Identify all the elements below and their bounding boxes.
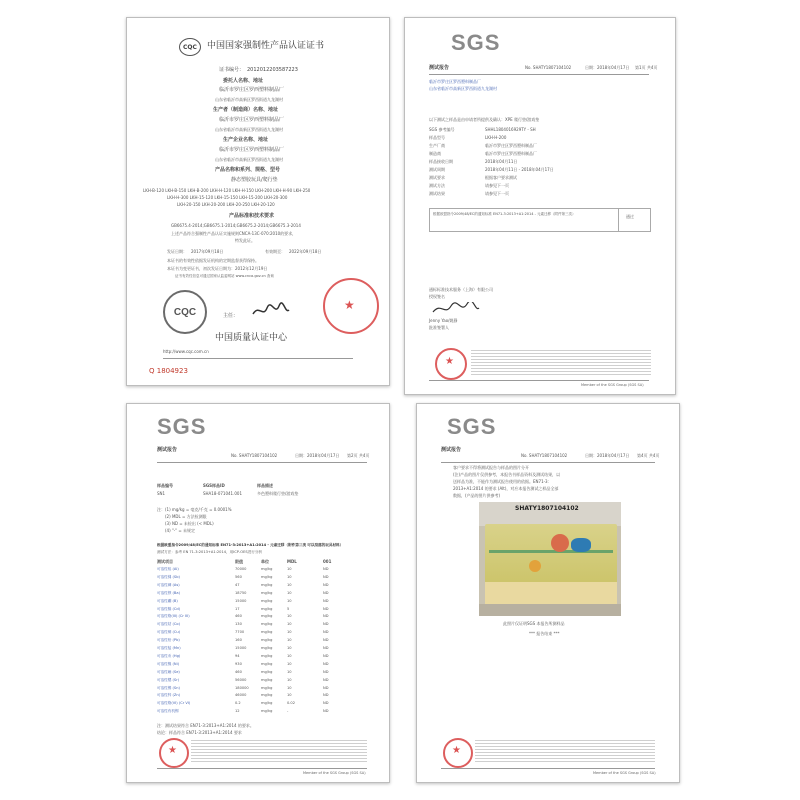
table-header-cell: MDL xyxy=(287,559,297,564)
result-table xyxy=(429,208,651,232)
sample-photo xyxy=(479,502,621,616)
table-cell: 10 xyxy=(287,661,292,666)
table-cell: 10 xyxy=(287,614,292,619)
table-row-label: 可溶性钡 (Ba) xyxy=(157,590,180,595)
applicant-addr: 山东省临沂市高新区罗西街道九龙湖村 xyxy=(215,97,283,102)
table-cell: mg/kg xyxy=(261,653,273,658)
table-cell: 10 xyxy=(287,677,292,682)
table-cell: mg/kg xyxy=(261,582,273,587)
table-row-label: 可溶性镍 (Ni) xyxy=(157,661,180,666)
footer-rule xyxy=(429,380,649,381)
table-row-label: 可溶性锑 (Sb) xyxy=(157,574,180,579)
table-cell: mg/kg xyxy=(261,685,273,690)
table-cell: 560 xyxy=(235,574,242,579)
sgs-report-page-1 xyxy=(404,17,676,395)
table-cell: mg/kg xyxy=(261,661,273,666)
table-cell: ND xyxy=(323,622,329,627)
report-pages: 第4页 共4页 xyxy=(637,453,660,458)
applicant-label: 委托人名称、地址 xyxy=(223,78,264,84)
official-seal-icon: ★ xyxy=(323,278,379,334)
table-row-label: 可溶性有机锡 xyxy=(157,709,179,714)
table-row-label: 可溶性锡 (Sn) xyxy=(157,685,180,690)
producer-name: 临沂市罗庄区罗西塑料制品厂 xyxy=(219,117,285,123)
sgs-report-page-2 xyxy=(126,403,390,783)
model-line-3: LKH-20-150 LKH-20-200 LKH-20-250 LKH-20-120 xyxy=(177,202,275,207)
sgs-logo: SGS xyxy=(157,414,207,439)
report-footer: Member of the SGS Group (SGS SA) xyxy=(581,383,644,387)
issue-date: 2017年09月18日 xyxy=(191,249,224,254)
info-label: 样品型号 xyxy=(429,135,445,140)
cqc-logo-icon xyxy=(163,290,207,334)
product-name: 静态塑胶玩具/爬行垫 xyxy=(231,177,278,183)
photo-text-5: 数据，(产品的图片供参考) xyxy=(453,493,501,498)
table-row-label: 可溶性钴 (Co) xyxy=(157,622,181,627)
client-addr: 山东省临沂市高新区罗西街道九龙湖村 xyxy=(429,86,497,91)
info-value: 请参见下一页 xyxy=(485,183,509,188)
producer-addr: 山东省临沂市高新区罗西街道九龙湖村 xyxy=(215,127,283,132)
table-row-label: 可溶性铝 (Al) xyxy=(157,567,179,571)
report-title: 测试报告 xyxy=(429,65,450,71)
method-text: 测试方法：参考 EN 71-3:2013+A1:2014，用ICP-OES进行分析 xyxy=(157,550,263,554)
director-signature-icon xyxy=(251,302,291,320)
table-cell: ND xyxy=(323,614,329,619)
standards-label: 产品标准和技术要求 xyxy=(229,213,275,219)
table-row-label: 可溶性汞 (Hg) xyxy=(157,653,181,658)
cert-no: 2012012203587223 xyxy=(247,67,298,73)
table-cell: 10 xyxy=(287,598,292,603)
table-cell: 460 xyxy=(235,669,242,674)
photo-text-2: (注)产品的图片仅供参考，本报告书样品资料及测试结果，以 xyxy=(453,472,561,477)
info-label: 测试周期 xyxy=(429,167,445,172)
table-cell: 17 xyxy=(235,606,240,611)
sgs-seal-icon: ★ xyxy=(443,738,473,768)
report-date: 日期：2018年04月17日 xyxy=(585,65,630,70)
photo-caption: 此照片仅证明SGS 本报告所测样品 xyxy=(503,621,565,626)
table-cell: 10 xyxy=(287,630,292,635)
client-name: 临沂市罗庄区罗西塑料制品厂 xyxy=(429,79,481,84)
table-cell: mg/kg xyxy=(261,606,273,611)
info-label: 测试结果 xyxy=(429,191,445,196)
factory-addr: 山东省临沂市高新区罗西街道九龙湖村 xyxy=(215,157,283,162)
report-date: 日期：2018年04月17日 xyxy=(295,453,340,458)
info-value: 临沂市罗庄区罗西塑料制品厂 xyxy=(485,151,537,156)
table-cell: 0.2 xyxy=(235,701,241,706)
company-sign-label: 授权签名 xyxy=(429,294,445,299)
header-rule xyxy=(429,74,649,75)
factory-name: 临沂市罗庄区罗西塑料制品厂 xyxy=(219,147,285,153)
cert-serial: Q 1804923 xyxy=(149,367,188,375)
info-label: 样品接收日期 xyxy=(429,159,453,164)
signer-title: 批准签署人 xyxy=(429,325,449,330)
report-footer: Member of the SGS Group (SGS SA) xyxy=(593,771,656,775)
info-value: LKH-H-200 xyxy=(485,135,507,140)
table-cell: mg/kg xyxy=(261,638,273,643)
table-cell: mg/kg xyxy=(261,574,273,579)
applicant-name: 临沂市罗庄区罗西塑料制品厂 xyxy=(219,87,285,93)
header-rule xyxy=(441,462,655,463)
table-header-cell: 单位 xyxy=(261,559,269,564)
cert-no-label: 证书编号： xyxy=(219,67,245,73)
table-cell: mg/kg xyxy=(261,669,273,674)
info-value: 2018年04月11日 - 2018年04月17日 xyxy=(485,167,554,172)
photo-label: SHATY1807104102 xyxy=(515,505,579,512)
standards: GB6675.4-2014;GB6675.1-2014;GB6675.2-2014;GB6675.3-2014 xyxy=(171,223,301,228)
table-header-cell: 测试项目 xyxy=(157,559,173,564)
table-cell: 10 xyxy=(287,653,292,658)
info-label: 测试方法 xyxy=(429,183,445,188)
table-cell: 160 xyxy=(235,638,242,643)
cqc-website: http://www.cqc.com.cn xyxy=(163,349,209,354)
report-no: No. SHATY1807104102 xyxy=(521,453,568,458)
sample-cell-2: SHA18-071041.001 xyxy=(203,491,242,496)
table-cell: ND xyxy=(323,574,329,579)
photo-text-4: 2013+A1:2014 的要求 (Alt)，对应本报告测试之样品全部 xyxy=(453,486,559,491)
table-cell: ND xyxy=(323,606,329,611)
table-row-label: 可溶性镉 (Cd) xyxy=(157,606,181,611)
table-cell: mg/kg xyxy=(261,630,273,635)
signature-icon xyxy=(431,302,481,318)
model-line-1: LKH-B-120 LKH-B-150 LKH-B-200 LKH-H-120 LKH-H-150 LKH-200 LKH-H-90 LKH-250 xyxy=(143,188,311,193)
table-cell: 10 xyxy=(287,693,292,698)
table-cell: 180000 xyxy=(235,685,249,690)
table-cell: 930 xyxy=(235,661,242,666)
sgs-seal-icon: ★ xyxy=(435,348,467,380)
result-table-left: 根据欧盟指令2009/48/EC的通知标准 EN71-3:2013+A1:2014 - 元素迁移（附件第三类） xyxy=(433,212,576,216)
table-cell: ND xyxy=(323,646,329,650)
table-cell: 15000 xyxy=(235,646,247,650)
table-cell: mg/kg xyxy=(261,677,273,682)
table-cell: mg/kg xyxy=(261,590,273,595)
signer-name: Jenny Yao/姚静 xyxy=(429,318,458,323)
table-cell: 46000 xyxy=(235,693,247,698)
table-cell: ND xyxy=(323,701,329,706)
model-line-2: LKH-H-300 LKH-15-120 LKH-15-150 LKH-15-200 LKH-20-300 xyxy=(167,195,288,200)
table-row-label: 可溶性铬(III) (Cr III) xyxy=(157,614,190,619)
sample-cell-3: 多色塑料爬行垫/游戏垫 xyxy=(257,491,299,496)
table-row-label: 可溶性砷 (As) xyxy=(157,582,180,587)
sample-head-1: 样品编号 xyxy=(157,483,173,488)
report-date: 日期：2018年04月17日 xyxy=(585,453,630,458)
table-cell: mg/kg xyxy=(261,693,273,698)
photo-text-3: 送样品为准，不能作为测试报告使用的依据。EN71-3： xyxy=(453,479,552,484)
table-cell: mg/kg xyxy=(261,646,273,650)
table-row-label: 可溶性铅 (Pb) xyxy=(157,638,180,643)
table-row-label: 可溶性锌 (Zn) xyxy=(157,693,181,698)
note-line-2: (2) MDL = 方法检测限 xyxy=(165,514,207,519)
footnote-1: 注：测试结果符合 EN71-3:2013+A1:2014 的要求。 xyxy=(157,723,254,728)
company-name: 通标标准技术服务（上海）有限公司 xyxy=(429,287,493,292)
sample-head-2: SGS样品ID xyxy=(203,483,225,488)
note-line-4: (4) "-" = 未规定 xyxy=(165,528,195,533)
ccc-certificate-page xyxy=(126,17,390,386)
cqc-mark-text: CQC xyxy=(173,306,197,318)
sgs-report-page-4 xyxy=(416,403,680,783)
ccc-logo-text: CQC xyxy=(183,43,197,51)
note-1: 本证书的有效性依据发证机构的定期监督获得保持。 xyxy=(167,258,259,263)
product-label: 产品名称和系列、规格、型号 xyxy=(215,167,281,173)
table-cell: 130 xyxy=(235,622,242,627)
table-cell: ND xyxy=(323,582,329,587)
info-value: SHHL1804016929TY - SH xyxy=(485,127,536,132)
header-rule xyxy=(157,462,367,463)
note-3: 证书有效性信息可通过国家认监委网站 www.cnca.gov.cn 查询 xyxy=(175,274,274,278)
table-cell: ND xyxy=(323,638,329,643)
table-cell: ND xyxy=(323,677,329,682)
table-cell: 10 xyxy=(287,646,292,650)
table-row-label: 可溶性硼 (B) xyxy=(157,598,178,603)
table-cell: mg/kg xyxy=(261,614,273,619)
table-cell: 10 xyxy=(287,582,292,587)
report-no: No. SHATY1807104102 xyxy=(525,65,572,70)
table-cell: mg/kg xyxy=(261,598,273,603)
footer-rule xyxy=(441,768,655,769)
table-cell: 47 xyxy=(235,582,240,587)
info-value: 2018年04月11日 xyxy=(485,159,518,164)
table-cell: mg/kg xyxy=(261,701,273,706)
report-pages: 第1页 共4页 xyxy=(635,65,658,70)
table-header-cell: 001 xyxy=(323,559,332,564)
sample-cell-1: SN1 xyxy=(157,491,166,496)
table-cell: ND xyxy=(323,669,329,674)
footnote-2: 结论：样品符合 EN71-3:2013+A1:2014 要求 xyxy=(157,730,242,735)
sgs-logo: SGS xyxy=(447,414,497,439)
table-cell: ND xyxy=(323,693,329,698)
table-header-cell: 限值 xyxy=(235,559,243,564)
table-cell: ND xyxy=(323,567,329,571)
info-label: 制造商 xyxy=(429,151,441,156)
table-cell: 10 xyxy=(287,567,292,571)
sgs-logo: SGS xyxy=(451,30,501,55)
result-table-right: 通过 xyxy=(626,214,634,219)
report-pages: 第2页 共4页 xyxy=(347,453,370,458)
issue-label: 发证日期： xyxy=(167,249,187,254)
valid-date: 2022年09月18日 xyxy=(289,249,322,254)
table-cell: ND xyxy=(323,590,329,595)
table-cell: mg/kg xyxy=(261,709,273,714)
table-row-label: 可溶性铜 (Cu) xyxy=(157,630,181,635)
valid-label: 有效期至： xyxy=(265,249,285,254)
table-cell: mg/kg xyxy=(261,622,273,627)
cert-title: 中国国家强制性产品认证证书 xyxy=(207,41,325,51)
report-title: 测试报告 xyxy=(441,447,462,453)
table-cell: 460 xyxy=(235,614,242,619)
table-cell: mg/kg xyxy=(261,567,273,571)
ccc-logo-icon xyxy=(179,38,201,56)
table-cell: ND xyxy=(323,653,329,658)
info-label: SGS 参考编号 xyxy=(429,127,455,132)
table-row-label: 可溶性硒 (Se) xyxy=(157,669,180,674)
table-cell: ND xyxy=(323,709,329,714)
info-value: 临沂市罗庄区罗西塑料制品厂 xyxy=(485,143,537,148)
report-title: 测试报告 xyxy=(157,447,178,453)
sgs-seal-icon: ★ xyxy=(159,738,189,768)
table-cell: 0.02 xyxy=(287,701,296,706)
table-cell: ND xyxy=(323,661,329,666)
table-cell: 70000 xyxy=(235,567,247,571)
table-cell: 10 xyxy=(287,685,292,690)
fine-print-block xyxy=(191,738,367,764)
factory-label: 生产企业名称、地址 xyxy=(223,137,269,143)
table-cell: - xyxy=(287,709,289,714)
info-value: 请参见下一页 xyxy=(485,191,509,196)
info-label: 生产厂商 xyxy=(429,143,445,148)
table-row-label: 可溶性锶 (Sr) xyxy=(157,677,180,682)
info-label: 测试要求 xyxy=(429,175,445,180)
cert-bottom-rule xyxy=(163,358,353,359)
report-end: *** 报告结束 *** xyxy=(529,631,560,636)
table-cell: ND xyxy=(323,630,329,635)
table-cell: 56000 xyxy=(235,677,247,682)
table-cell: 5 xyxy=(287,606,290,611)
table-cell: ND xyxy=(323,598,329,603)
table-cell: 10 xyxy=(287,638,292,643)
sample-head-3: 样品描述 xyxy=(257,483,273,488)
fine-print-block xyxy=(471,348,651,376)
rule-text: 上述产品符合强制性产品认证实施规则CNCA-13C-070:2010的要求， xyxy=(171,231,297,236)
report-footer: Member of the SGS Group (SGS SA) xyxy=(303,771,366,775)
photo-text-1: 客户要求不得将测试报告与样品的图片分开 xyxy=(453,465,529,470)
table-cell: 10 xyxy=(287,574,292,579)
table-cell: 12 xyxy=(235,709,240,714)
report-no: No. SHATY1807104102 xyxy=(231,453,278,458)
note-line-3: (3) ND = 未检出 (< MDL) xyxy=(165,521,214,526)
info-value: 根据客户要求测试 xyxy=(485,175,517,180)
rule-text-2: 特发此证。 xyxy=(235,238,255,243)
method-title: 根据欧盟指令2009/48/EC的通知标准 EN71-3:2013+A1:2014 - 元素迁移（附件第三类 可以刮落的玩具材料） xyxy=(157,543,344,547)
table-cell: 10 xyxy=(287,669,292,674)
table-cell: ND xyxy=(323,685,329,690)
table-cell: 10 xyxy=(287,622,292,627)
table-cell: 18750 xyxy=(235,590,247,595)
note-line-1: 注：(1) mg/kg = 毫克/千克 = 0.0001% xyxy=(157,507,232,512)
table-cell: 7700 xyxy=(235,630,245,635)
note-2: 本证书为变更证书，初次发证日期为：2012年12月19日 xyxy=(167,266,268,271)
report-intro: 以下测试之样品是由申请者所提供及确认：XPE 爬行垫/游戏垫 xyxy=(429,117,540,122)
footer-rule xyxy=(157,768,367,769)
org-name: 中国质量认证中心 xyxy=(215,333,288,343)
table-cell: 15000 xyxy=(235,598,247,603)
table-row-label: 可溶性锰 (Mn) xyxy=(157,646,181,650)
table-row-label: 可溶性铬(VI) (Cr VI) xyxy=(157,701,191,706)
table-cell: 94 xyxy=(235,653,240,658)
director-label: 主任： xyxy=(223,313,239,319)
producer-label: 生产者（制造商）名称、地址 xyxy=(213,107,279,113)
fine-print-block xyxy=(475,738,655,764)
table-cell: 10 xyxy=(287,590,292,595)
